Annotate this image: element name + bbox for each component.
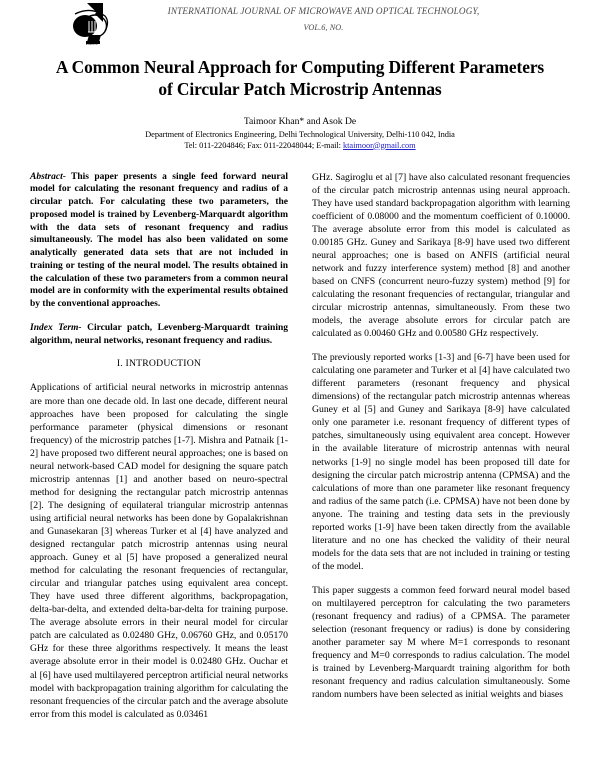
left-column [30,171,288,732]
journal-volume: VOL.6, NO. [303,23,344,32]
abstract-text: This paper presents a single feed forward neural model for calculating the resonant frequency and radius of a circular patch. For calculating these two parameters, the proposed model is trained by Levenberg-Marquardt algorithm with the data sets of resonant frequency and radius simultaneously. The model has also been validated on some analytically generated data sets that are not included in training or testing of the neural model. The results obtained in the calculation of these two parameters from a common neural model are in conformity with the experimental results obtained by the conventional approaches. [30,171,288,310]
journal-name: INTERNATIONAL JOURNAL OF MICROWAVE AND OPTICAL TECHNOLOGY, [167,6,480,16]
logo-caption-text: IJMOT [85,41,99,46]
abstract-label: Abstract- [30,171,66,182]
abstract-paragraph [30,171,288,311]
section-heading-introduction: I. INTRODUCTION [116,358,202,370]
right-column [312,171,570,732]
right-column-paragraph-1: GHz. Sagiroglu et al [7] have also calculated resonant frequencies of the circular patch microstrip antennas using neural approach. They have used standard backpropagation algorithm with learning coefficient of 0.08000 and the momentum coefficient of 0.10000. The average absolute error from this model is calculated as 0.00185 GHz. Guney and Sarikaya [8-9] have used two different neural approaches; one is based on ANFIS (artificial neural network and fuzzy interference system) method [8] and another based on CNFS (concurrent neuro-fuzzy system) method [9] for calculating the resonant frequencies of rectangular, triangular and circular microstrip antennas, simultaneously. From these two models, the average absolute errors for circular patch are calculated as 0.00460 GHz and 0.00580 GHz respectively. [312,171,570,340]
index-terms-text: Circular patch, Levenberg-Marquardt training algorithm, neural networks, resonant frequency and radius. [30,322,288,346]
ijmot-journal-logo-icon [65,2,117,46]
two-column-body [30,171,570,732]
page-title: A Common Neural Approach for Computing Different Parameters of Circular Patch Microstrip Antennas [55,57,545,100]
index-terms-label: Index Term- [30,322,82,333]
author-contact [30,141,570,150]
author-affiliation: Department of Electronics Engineering, Delhi Technological University, Delhi-110 042, India [145,129,455,139]
contact-phone-fax: Tel: 011-2204846; Fax: 011-22048044; E-mail: [184,140,344,150]
right-column-paragraph-3: This paper suggests a common feed forward neural model based on multilayered perceptron for calculating the two parameters (resonant frequency and radius) of a CPMSA. The parameter selection (resonant frequency or radius) is done by considering another parameter say M where M=1 corresponds to resonant frequency and M=0 corresponds to radius calculation. The model is trained by Levenberg-Marquardt training algorithm for both resonant frequency and radius calculation simultaneously. Some random numbers have been selected as initial weights and biases [312,584,570,701]
author-names: Taimoor Khan* and Asok De [243,115,357,127]
author-email-link[interactable]: ktaimoor@gmail.com [343,140,416,150]
journal-header [30,0,570,52]
index-terms-paragraph [30,322,288,348]
left-column-paragraph-1: Applications of artificial neural networks in microstrip antennas are more than one decade old. In last one decade, different neural approaches have been proposed for calculating the single performance parameter (physical dimensions or resonant frequency) of the microstrip patches [1-7]. Mishra and Patnaik [1-2] have proposed two different neural approaches; one is based on neural network-based CAD model for designing the square patch microstrip antennas [1] and another based on neuro-spectral method for designing the rectangular patch microstrip antennas [2]. The designing of equilateral triangular microstrip antennas using artificial neural networks has been done by Gopalakrishnan and Gunasekaran [3] whereas Turker et al [4] have analyzed and designed rectangular patch microstrip antennas using neural approach. Guney et al [5] have proposed a generalized neural method for calculating the resonant frequencies of rectangular, circular and triangular patches using equivalent area concept. They have used three different algorithms, backpropagation, delta-bar-delta, and extended delta-bar-delta for training purpose. The average absolute errors in their neural model for circular patch are calculated as 0.02480 GHz, 0.06760 GHz, and 0.05170 GHz for these three algorithms respectively. It means the least average absolute error in their model is 0.02480 GHz. Ouchar et al [6] have used multilayered perceptron artificial neural networks model with backpropagation training algorithm for calculating the resonant frequencies of the circular patch and the average absolute error from this model is calculated as 0.03461 [30,382,288,720]
right-column-paragraph-2: The previously reported works [1-3] and [6-7] have been used for calculating one parameter and Turker et al [4] have calculated two different parameters (resonant frequency and physical dimensions) of the rectangular patch microstrip antennas whereas Guney et al [5] and Guney and Sarikaya [8-9] have calculated only one parameter i.e. resonant frequency of different types of patches, simultaneously using equivalent area concept. However in the available literature of microstrip antennas with neural networks [1-9] no single model has been proposed till date for designing the circular patch microstrip antenna (CPMSA) and the calculations of more than one parameter like resonant frequency and radius of the same patch (i.e. CPMSA) have not been done by anyone. The training and testing data sets in the previously reported works [1-9] have been taken directly from the available literature and no one has checked the validity of their neural models for the data sets that are not included in training or testing of the model. [312,352,570,572]
